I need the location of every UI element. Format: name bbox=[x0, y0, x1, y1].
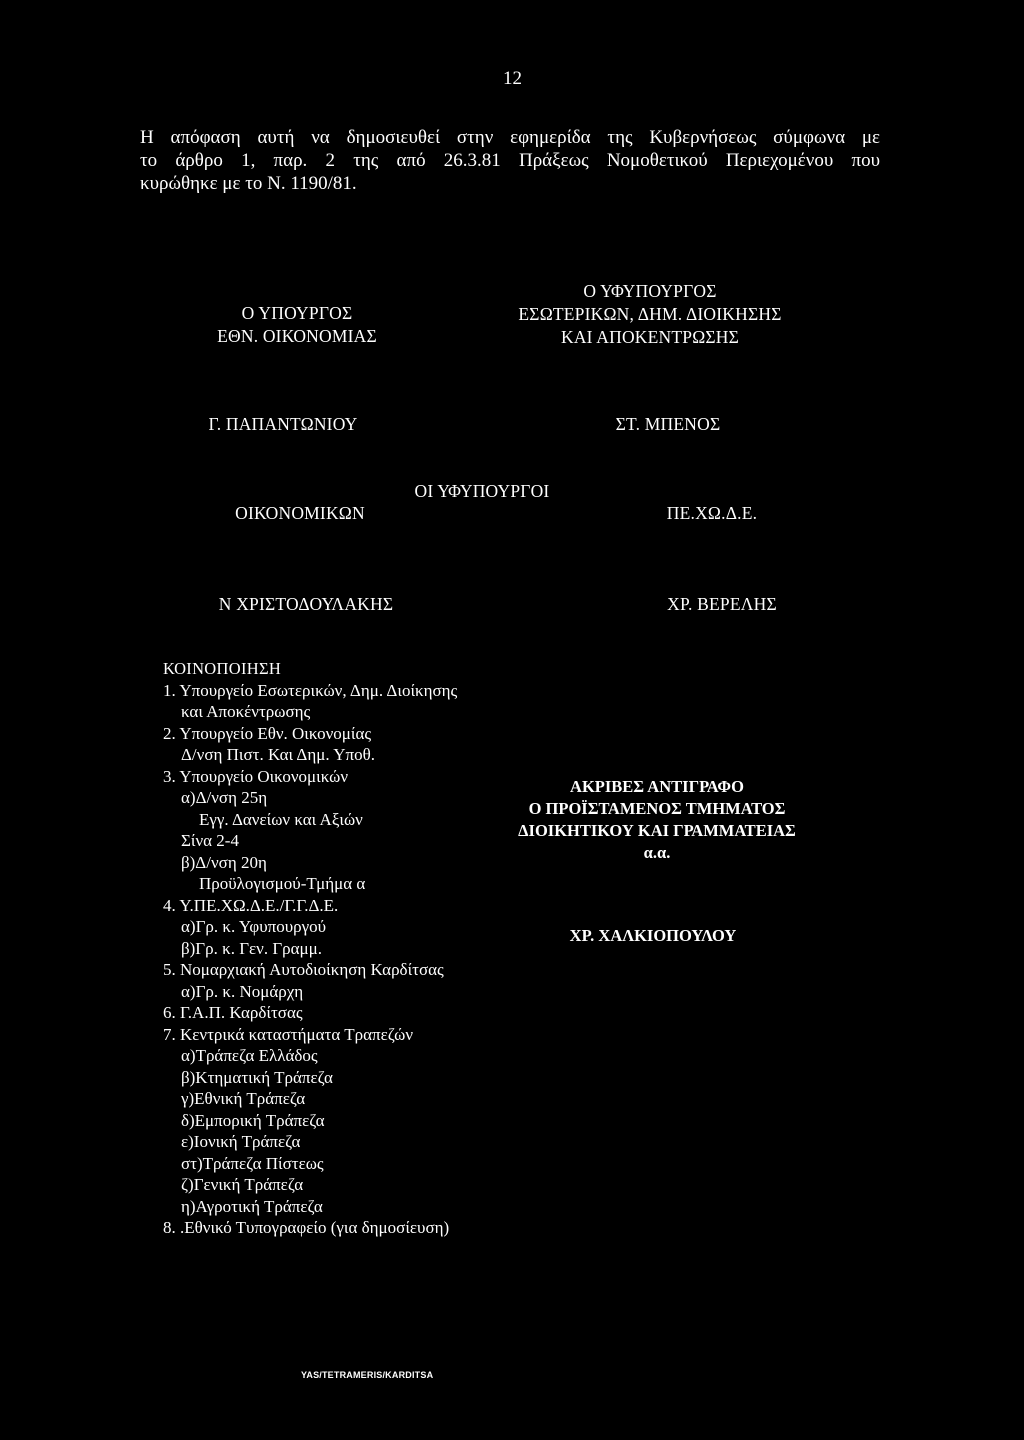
deputy-environment-name: ΧΡ. ΒΕΡΕΛΗΣ bbox=[667, 594, 777, 614]
deputy-interior-title-line-1: Ο ΥΦΥΠΟΥΡΓΟΣ bbox=[583, 281, 717, 301]
deputy-environment-title: ΠΕ.ΧΩ.Δ.Ε. bbox=[666, 503, 758, 523]
intro-line-3: κυρώθηκε με το Ν. 1190/81. bbox=[140, 173, 357, 194]
list-item: 5. Νομαρχιακή Αυτοδιοίκηση Καρδίτσας bbox=[163, 960, 444, 979]
list-item: ε)Ιονική Τράπεζα bbox=[181, 1132, 301, 1151]
list-item: 2. Υπουργείο Εθν. Οικονομίας bbox=[163, 723, 372, 743]
list-item: η)Αγροτική Τράπεζα bbox=[181, 1196, 323, 1216]
list-item: β)Δ/νση 20η bbox=[181, 852, 267, 872]
list-item: Εγγ. Δανείων και Αξιών bbox=[199, 809, 363, 829]
certified-copy-line-4: α.α. bbox=[643, 843, 671, 862]
deputy-interior-title-line-3: ΚΑΙ ΑΠΟΚΕΝΤΡΩΣΗΣ bbox=[560, 327, 740, 347]
list-item: 6. Γ.Α.Π. Καρδίτσας bbox=[163, 1003, 303, 1022]
deputy-finance-name: Ν ΧΡΙΣΤΟΔΟΥΛΑΚΗΣ bbox=[218, 594, 394, 614]
list-item: α)Γρ. κ. Υφυπουργού bbox=[181, 917, 327, 936]
list-item: β)Γρ. κ. Γεν. Γραμμ. bbox=[181, 938, 323, 958]
list-item: και Αποκέντρωσης bbox=[181, 702, 311, 721]
certified-copy-line-3: ΔΙΟΙΚΗΤΙΚΟΥ ΚΑΙ ΓΡΑΜΜΑΤΕΙΑΣ bbox=[518, 821, 796, 840]
list-item: ζ)Γενική Τράπεζα bbox=[181, 1175, 304, 1194]
list-item: Σίνα 2-4 bbox=[181, 831, 239, 850]
certified-copy-block bbox=[518, 776, 796, 864]
list-item: Δ/νση Πιστ. Και Δημ. Υποθ. bbox=[181, 745, 375, 764]
intro-paragraph bbox=[140, 126, 880, 195]
intro-line-1: Η απόφαση αυτή να δημοσιευθεί στην εφημερίδα της Κυβερνήσεως σύμφωνα με bbox=[140, 127, 880, 148]
certified-copy-name: ΧΡ. ΧΑΛΚΙΟΠΟΥΛΟΥ bbox=[569, 926, 737, 945]
list-item: α)Τράπεζα Ελλάδος bbox=[181, 1046, 318, 1065]
certified-copy-line-2: Ο ΠΡΟΪΣΤΑΜΕΝΟΣ ΤΜΗΜΑΤΟΣ bbox=[528, 799, 786, 818]
list-item: 1. Υπουργείο Εσωτερικών, Δημ. Διοίκησης bbox=[163, 680, 458, 700]
list-item: α)Γρ. κ. Νομάρχη bbox=[181, 981, 304, 1001]
distribution-heading: ΚΟΙΝΟΠΟΙΗΣΗ bbox=[163, 659, 282, 678]
distribution-list bbox=[163, 658, 457, 1239]
deputy-interior-name: ΣΤ. ΜΠΕΝΟΣ bbox=[615, 414, 721, 434]
list-item: 4. Υ.ΠΕ.ΧΩ.Δ.Ε./Γ.Γ.Δ.Ε. bbox=[163, 895, 339, 915]
page-number: 12 bbox=[503, 68, 522, 89]
list-item: β)Κτηματική Τράπεζα bbox=[181, 1067, 333, 1087]
list-item: 3. Υπουργείο Οικονομικών bbox=[163, 766, 349, 786]
list-item: 8. .Εθνικό Τυπογραφείο (για δημοσίευση) bbox=[163, 1218, 450, 1237]
intro-line-2: το άρθρο 1, παρ. 2 της από 26.3.81 Πράξεως Νομοθετικού Περιεχομένου που bbox=[140, 150, 880, 171]
deputy-finance-title: ΟΙΚΟΝΟΜΙΚΩΝ bbox=[235, 503, 365, 523]
list-item: στ)Τράπεζα Πίστεως bbox=[181, 1153, 324, 1173]
list-item: γ)Εθνική Τράπεζα bbox=[181, 1089, 306, 1108]
list-item: 7. Κεντρικά καταστήματα Τραπεζών bbox=[163, 1024, 414, 1044]
footer-code: YAS/TETRAMERIS/KARDITSA bbox=[301, 1370, 434, 1380]
minister-title bbox=[217, 302, 377, 348]
deputy-interior-title bbox=[518, 280, 781, 349]
deputies-heading: ΟΙ ΥΦΥΠΟΥΡΓΟΙ bbox=[414, 481, 550, 501]
list-item: α)Δ/νση 25η bbox=[181, 788, 268, 807]
minister-title-line-2: ΕΘΝ. ΟΙΚΟΝΟΜΙΑΣ bbox=[217, 326, 377, 346]
minister-title-line-1: Ο ΥΠΟΥΡΓΟΣ bbox=[241, 303, 353, 323]
minister-name: Γ. ΠΑΠΑΝΤΩΝΙΟΥ bbox=[208, 414, 358, 434]
list-item: Προϋλογισμού-Τμήμα α bbox=[199, 874, 366, 893]
certified-copy-line-1: ΑΚΡΙΒΕΣ ΑΝΤΙΓΡΑΦΟ bbox=[570, 777, 744, 796]
list-item: δ)Εμπορική Τράπεζα bbox=[181, 1110, 325, 1130]
deputy-interior-title-line-2: ΕΣΩΤΕΡΙΚΩΝ, ΔΗΜ. ΔΙΟΙΚΗΣΗΣ bbox=[518, 304, 782, 324]
